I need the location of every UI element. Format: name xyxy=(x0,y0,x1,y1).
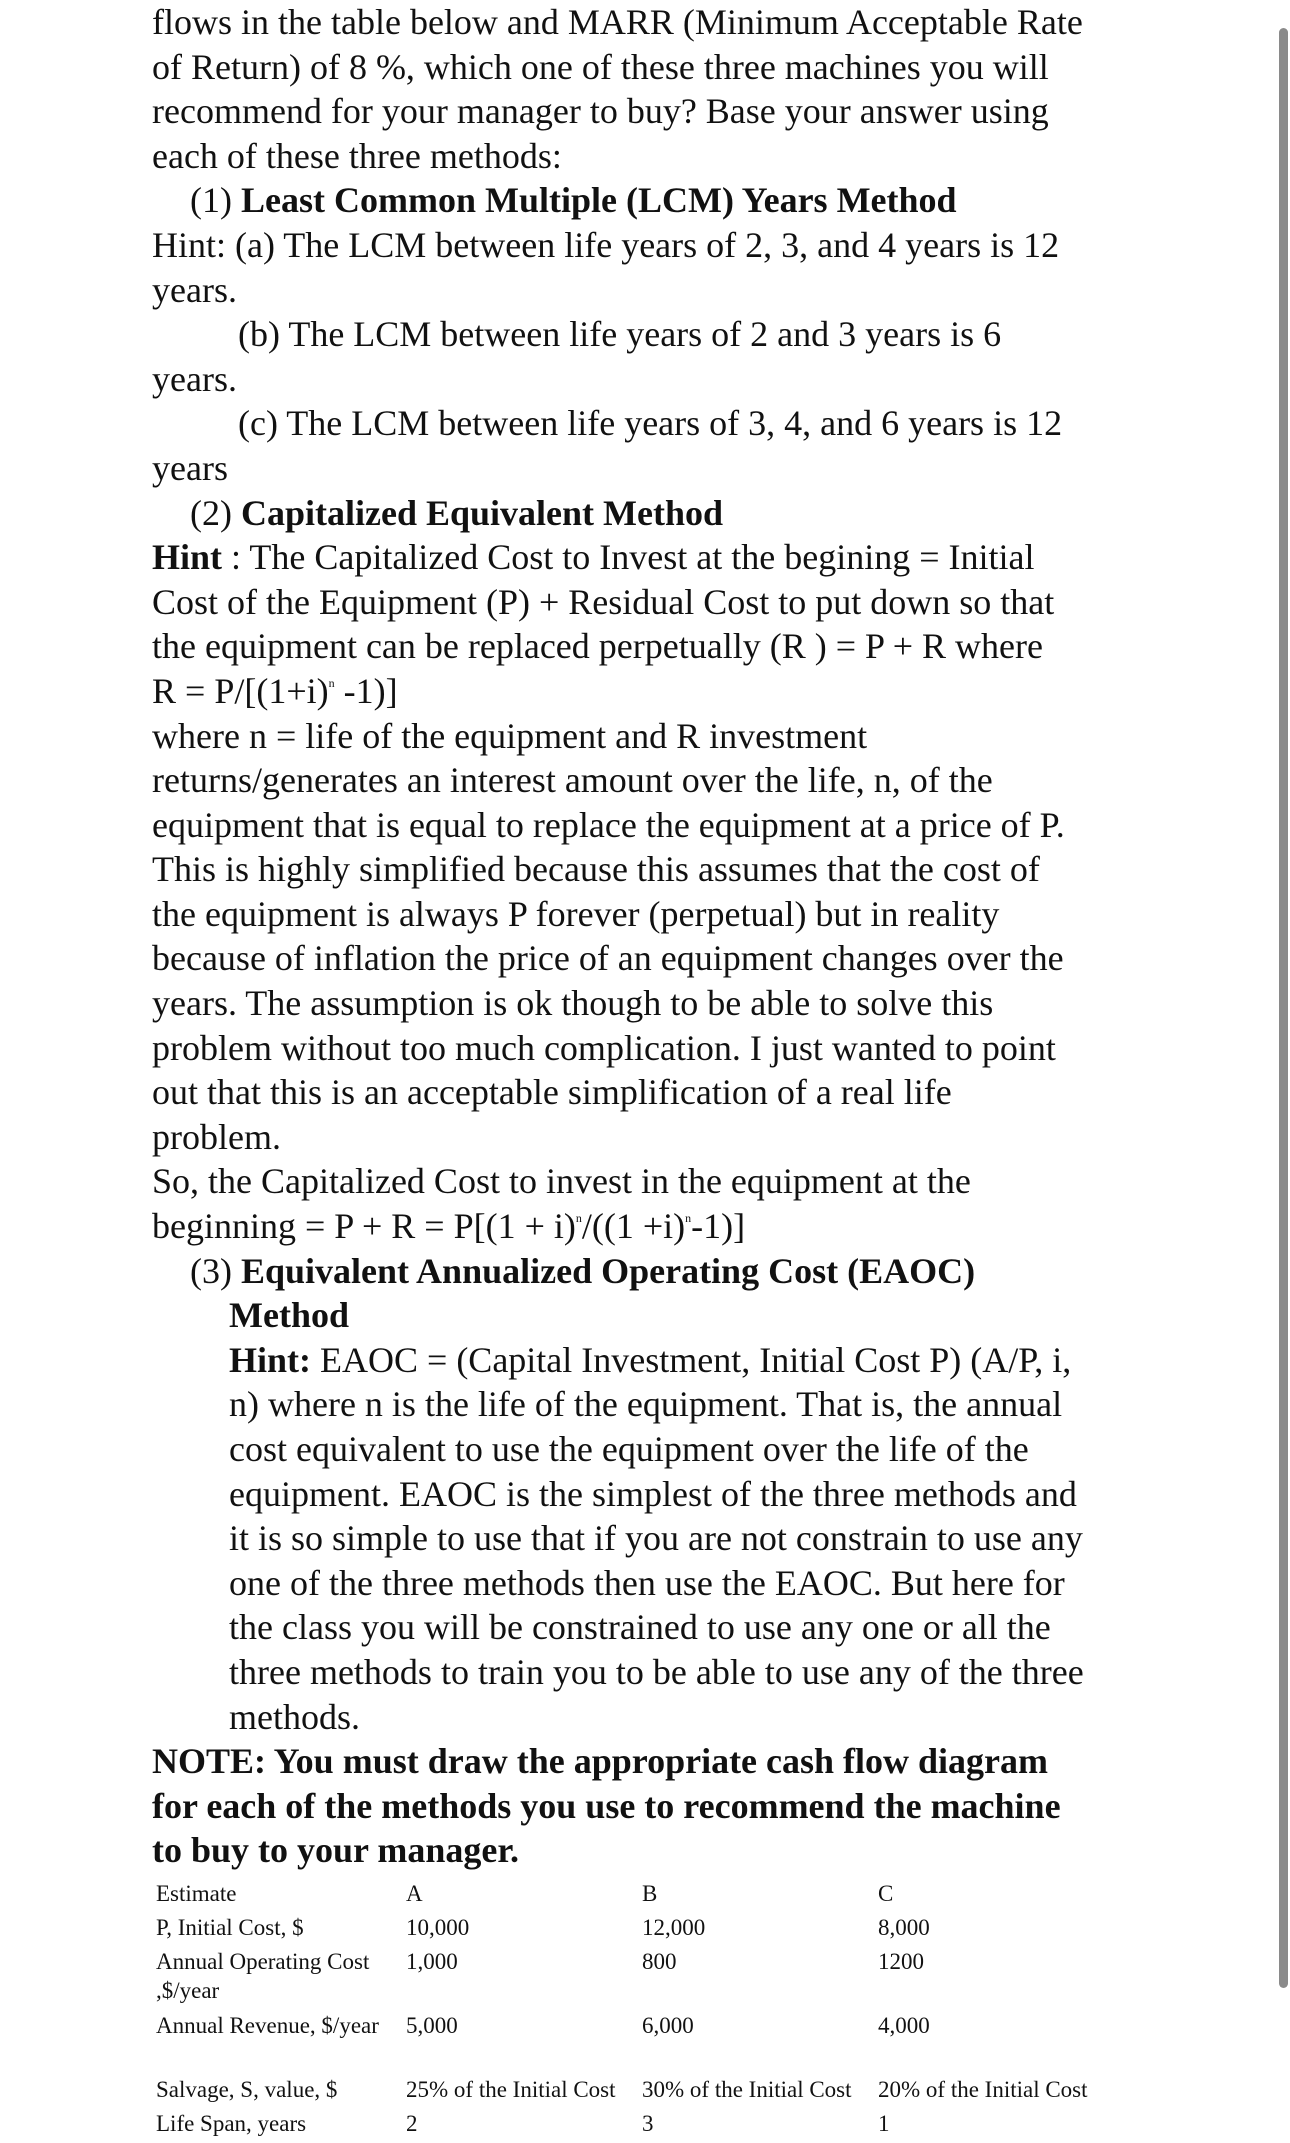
note-line: for each of the methods you use to recommend the machine xyxy=(152,1785,1061,1826)
table-row xyxy=(152,1913,1138,1947)
table-cell: 5,000 xyxy=(406,2012,458,2038)
method2-title: Capitalized Equivalent Method xyxy=(240,492,724,533)
method1-heading xyxy=(152,178,1152,223)
method1-number: (1) xyxy=(190,180,241,221)
table-row xyxy=(152,2011,1138,2075)
hint-label: Hint: xyxy=(229,1339,312,1380)
table-row xyxy=(152,2109,1138,2143)
text-line: each of these three methods: xyxy=(152,135,562,176)
text-line: it is so simple to use that if you are not constrain to use any xyxy=(229,1518,1083,1559)
text-line: three methods to train you to be able to use any of the three xyxy=(229,1651,1084,1692)
formula-exponent: n xyxy=(328,675,335,690)
formula-part: -1)] xyxy=(691,1206,746,1247)
method3-section xyxy=(152,1249,1152,1740)
text-line: returns/generates an interest amount over the life, n, of the xyxy=(152,760,993,801)
text-line: years xyxy=(152,447,228,488)
table-cell: 3 xyxy=(642,2110,654,2136)
text-line: equipment that is equal to replace the equipment at a price of P. xyxy=(152,804,1065,845)
text-line xyxy=(152,1338,1152,1383)
method3-heading xyxy=(152,1249,1152,1294)
intro-paragraph xyxy=(152,0,1152,178)
table-row xyxy=(152,1947,1138,2011)
table-cell: 800 xyxy=(642,1948,677,1974)
text-line: of Return) of 8 %, which one of these three machines you will xyxy=(152,46,1049,87)
text-line: cost equivalent to use the equipment over the life of the xyxy=(229,1429,1029,1469)
text-span: EAOC = (Capital Investment, Initial Cost P) (A/P, i, xyxy=(311,1339,1072,1380)
text-line: Hint: (a) The LCM between life years of 2, 3, and 4 years is 12 xyxy=(152,224,1060,265)
document-body xyxy=(152,0,1152,2143)
table-cell: 30% of the Initial Cost xyxy=(642,2076,852,2102)
text-line: recommend for your manager to buy? Base your answer using xyxy=(152,91,1049,132)
table-cell: 20% of the Initial Cost xyxy=(878,2076,1088,2102)
text-line: the class you will be constrained to use any one or all the xyxy=(229,1607,1051,1648)
table-header-cell: Estimate xyxy=(156,1880,237,1906)
table-header-row xyxy=(152,1879,1138,1913)
text-line: So, the Capitalized Cost to invest in the equipment at the xyxy=(152,1161,971,1202)
text-line: n) where n is the life of the equipment. That is, the annual xyxy=(229,1384,1063,1425)
formula-part: beginning = P + R = P[(1 + i) xyxy=(152,1206,576,1247)
table-row xyxy=(152,2075,1138,2109)
table-cell: 8,000 xyxy=(878,1914,930,1940)
table-cell: Life Span, years xyxy=(156,2110,307,2136)
method3-number: (3) xyxy=(190,1250,241,1291)
text-line: Cost of the Equipment (P) + Residual Cost to put down so that xyxy=(152,581,1055,622)
method3-heading-cont xyxy=(152,1293,1152,1338)
table-cell: 4,000 xyxy=(878,2012,930,2038)
text-line: flows in the table below and MARR (Minimum Acceptable Rate xyxy=(152,2,1083,42)
text-line: where n = life of the equipment and R investment xyxy=(152,715,868,756)
formula-part: /((1 +i) xyxy=(581,1206,686,1247)
text-line: problem without too much complication. I just wanted to point xyxy=(152,1027,1056,1068)
formula-r xyxy=(152,669,1152,714)
formula-part: -1)] xyxy=(334,670,398,711)
formula-part: R = P/[(1+i) xyxy=(152,670,329,711)
method3-title: Equivalent Annualized Operating Cost (EAOC) xyxy=(240,1250,976,1291)
table-cell: Annual Operating Cost ,$/year xyxy=(156,1948,370,2003)
scrollbar[interactable] xyxy=(1279,28,1288,1988)
table-cell: 1,000 xyxy=(406,1948,458,1974)
table-cell: 6,000 xyxy=(642,2012,694,2038)
table-cell: Salvage, S, value, $ xyxy=(156,2076,338,2102)
method2-number: (2) xyxy=(190,492,241,533)
table-cell: Annual Revenue, $/year xyxy=(156,2012,379,2038)
table-cell: P, Initial Cost, $ xyxy=(156,1914,304,1940)
text-line: years. xyxy=(152,358,237,399)
table-cell: 10,000 xyxy=(406,1914,470,1940)
text-line xyxy=(152,535,1152,580)
note-section xyxy=(152,1739,1152,1873)
text-line: (c) The LCM between life years of 3, 4, and 6 years is 12 xyxy=(238,403,1063,444)
text-line: out that this is an acceptable simplification of a real life xyxy=(152,1072,952,1113)
table-header-cell: B xyxy=(642,1880,658,1906)
formula-capitalized-cost xyxy=(152,1204,1152,1249)
text-line: methods. xyxy=(229,1696,360,1737)
text-line: years. The assumption is ok though to be able to solve this xyxy=(152,983,994,1024)
table-cell: 12,000 xyxy=(642,1914,706,1940)
formula-exponent: n xyxy=(575,1211,582,1226)
table-cell: 1200 xyxy=(878,1948,924,1974)
estimates-table xyxy=(152,1879,1138,2143)
text-line: equipment. EAOC is the simplest of the three methods and xyxy=(229,1473,1077,1514)
table-cell: 25% of the Initial Cost xyxy=(406,2076,616,2102)
text-line: the equipment is always P forever (perpetual) but in reality xyxy=(152,893,1000,934)
method2-section xyxy=(152,491,1152,1249)
note-line: to buy to your manager. xyxy=(152,1830,520,1871)
text-line: because of inflation the price of an equipment changes over the xyxy=(152,938,1064,979)
table-cell: 1 xyxy=(878,2110,890,2136)
note-line: NOTE: You must draw the appropriate cash flow diagram xyxy=(152,1741,1049,1782)
method1-title: Least Common Multiple (LCM) Years Method xyxy=(240,180,957,221)
text-line: This is highly simplified because this assumes that the cost of xyxy=(152,849,1040,890)
text-line: (b) The LCM between life years of 2 and 3 years is 6 xyxy=(238,314,1002,355)
text-line: one of the three methods then use the EAOC. But here for xyxy=(229,1562,1065,1603)
hint-label: Hint xyxy=(152,537,223,578)
method3-title-cont: Method xyxy=(229,1295,349,1336)
table-header-cell: C xyxy=(878,1880,894,1906)
text-line: years. xyxy=(152,269,237,310)
table-cell: 2 xyxy=(406,2110,418,2136)
method1-section xyxy=(152,178,1152,490)
table-header-cell: A xyxy=(406,1880,423,1906)
text-span: : The Capitalized Cost to Invest at the begining = Initial xyxy=(222,537,1035,578)
formula-exponent: n xyxy=(685,1211,692,1226)
text-line: problem. xyxy=(152,1116,281,1157)
method2-heading xyxy=(152,491,1152,536)
text-line: the equipment can be replaced perpetually (R ) = P + R where xyxy=(152,626,1043,667)
